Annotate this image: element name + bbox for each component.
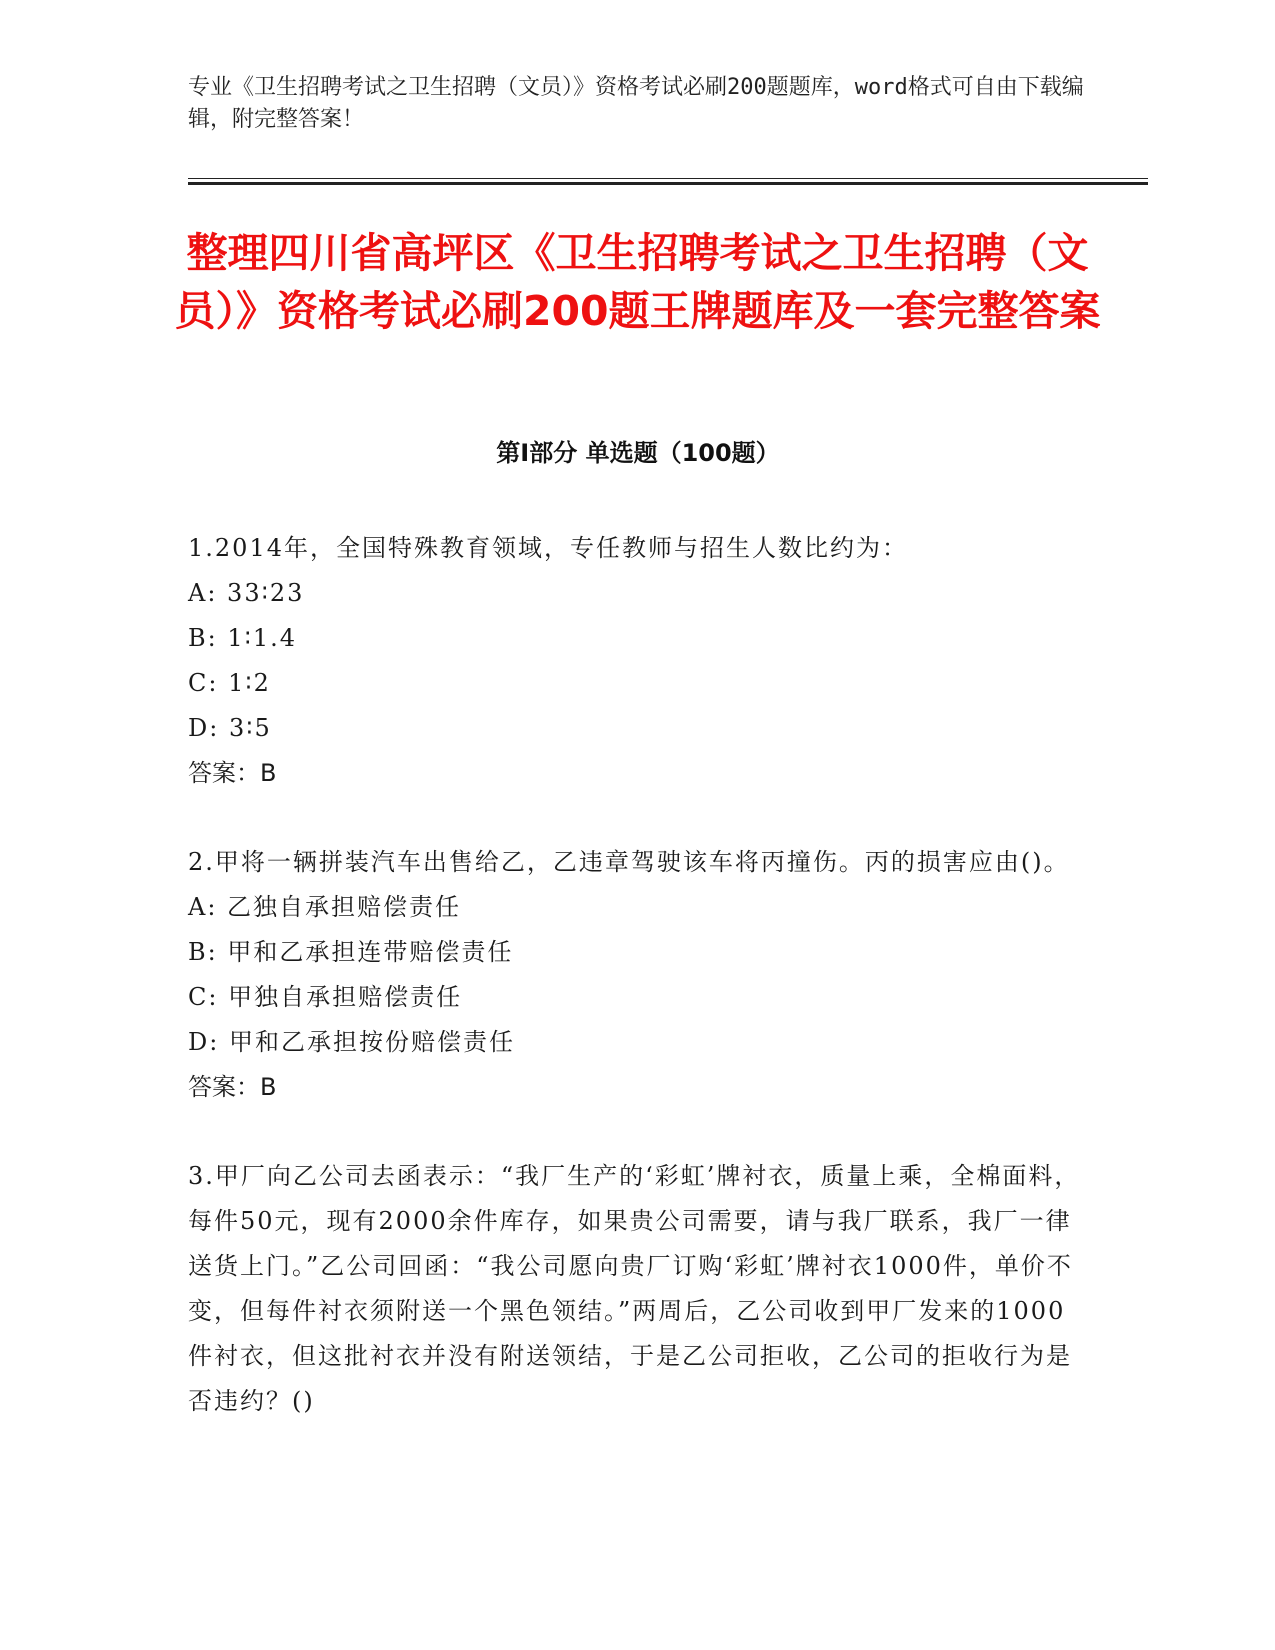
option-d: D: 3∶5 (188, 714, 272, 742)
question-list (188, 526, 1088, 1468)
question-3 (188, 1154, 1088, 1424)
option-c: C: 1∶2 (188, 669, 271, 697)
answer: 答案：B (188, 1073, 277, 1101)
section-title: 第Ⅰ部分 单选题（100题） (496, 439, 780, 467)
question-2 (188, 840, 1088, 1110)
option-a: A: 乙独自承担赔偿责任 (188, 893, 462, 921)
answer: 答案：B (188, 759, 277, 787)
option-d: D: 甲和乙承担按份赔偿责任 (188, 1028, 515, 1056)
header-rule-thin (188, 178, 1148, 179)
document-title: 整理四川省高坪区《卫生招聘考试之卫生招聘（文员）》资格考试必刷200题王牌题库及一套完整答案 (174, 229, 1101, 335)
question-stem: 1.2014年，全国特殊教育领域，专任教师与招生人数比约为： (188, 534, 908, 562)
option-b: B: 1∶1.4 (188, 624, 298, 652)
question-stem: 2.甲将一辆拼装汽车出售给乙，乙违章驾驶该车将丙撞伤。丙的损害应由()。 (188, 848, 1070, 876)
question-1 (188, 526, 1088, 796)
page-header: 专业《卫生招聘考试之卫生招聘（文员）》资格考试必刷200题题库，word格式可自由下载编辑，附完整答案！ (188, 75, 1084, 132)
question-stem: 3.甲厂向乙公司去函表示：“我厂生产的‘彩虹’牌衬衣，质量上乘，全棉面料，每件50元，现有2000余件库存，如果贵公司需要，请与我厂联系，我厂一律送货上门。”乙公司回函：“我公司愿向贵厂订购‘彩虹’牌衬衣1000件，单价不变，但每件衬衣须附送一个黑色领结。”两周后，乙公司收到甲厂发来的1000件衬衣，但这批衬衣并没有附送领结，于是乙公司拒收，乙公司的拒收行为是否违约？() (188, 1162, 1081, 1415)
option-c: C: 甲独自承担赔偿责任 (188, 983, 463, 1011)
header-rule-thick (188, 182, 1148, 185)
option-a: A: 33∶23 (188, 579, 305, 607)
option-b: B: 甲和乙承担连带赔偿责任 (188, 938, 514, 966)
